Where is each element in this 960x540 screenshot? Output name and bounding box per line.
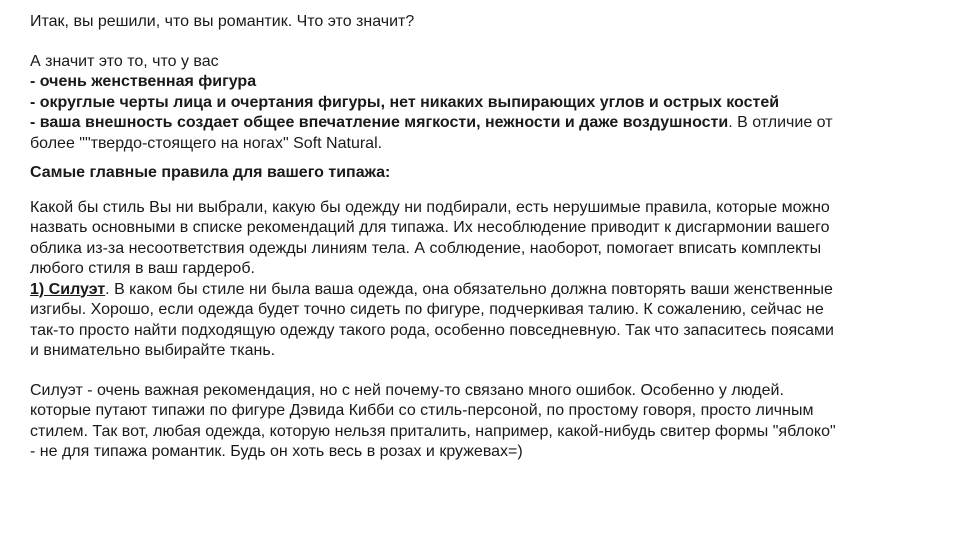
meaning-lead: А значит это то, что у вас <box>30 52 219 70</box>
spacer <box>30 33 945 52</box>
rules-paragraph <box>30 198 945 280</box>
meaning-block <box>30 52 945 155</box>
meaning-point-1 <box>30 72 945 93</box>
silhouette-line-3: так-то просто найти подходящую одежду такого рода, особенно повседневную. Так что запаситесь поясами <box>30 321 834 339</box>
rules-line-4: любого стиля в ваш гардероб. <box>30 260 255 277</box>
meaning-point-1-text: - очень женственная фигура <box>30 73 257 90</box>
meaning-point-3-cont: более ""твердо-стоящего на ногах" Soft Natural. <box>30 134 383 152</box>
slide-content <box>30 12 945 463</box>
rules-line-2: назвать основными в списке рекомендаций для типажа. Их несоблюдение приводит к дисгармонии вашего <box>30 219 830 236</box>
silhouette-line-4: и внимательно выбирайте ткань. <box>30 342 276 359</box>
note-line-4: - не для типажа романтик. Будь он хоть весь в розах и кружевах=) <box>30 443 523 460</box>
intro-question: Итак, вы решили, что вы романтик. Что это значит? <box>30 13 415 30</box>
silhouette-label-text: 1) Силуэт <box>30 280 106 298</box>
silhouette-line-1 <box>30 280 945 301</box>
meaning-point-2-text: - округлые черты лица и очертания фигуры, нет никаких выпирающих углов и острых костей <box>30 93 780 111</box>
rules-heading-text: Самые главные правила для вашего типажа: <box>30 164 391 181</box>
note-line-3: стилем. Так вот, любая одежда, которую нельзя приталить, например, какой-нибудь свитер формы "яблоко" <box>30 422 836 440</box>
spacer <box>30 184 945 198</box>
meaning-point-2 <box>30 93 945 114</box>
meaning-point-3-rest: . В отличие от <box>728 114 833 131</box>
spacer <box>30 154 945 163</box>
meaning-point-3-bold: - ваша внешность создает общее впечатление мягкости, нежности и даже воздушности <box>30 114 729 131</box>
rules-line-3: облика из-за несоответствия одежды линиям тела. А соблюдение, наоборот, помогает вписать комплекты <box>30 239 822 257</box>
rules-line-1: Какой бы стиль Вы ни выбрали, какую бы одежду ни подбирали, есть нерушимые правила, которые можно <box>30 198 830 216</box>
silhouette-note <box>30 381 945 463</box>
note-line-1: Силуэт - очень важная рекомендация, но с ней почему-то связано много ошибок. Особенно у людей. <box>30 381 784 399</box>
silhouette-rule <box>30 280 945 362</box>
silhouette-line-1-rest: . В каком бы стиле ни была ваша одежда, она обязательно должна повторять ваши женственные <box>105 280 833 298</box>
spacer <box>30 362 945 381</box>
silhouette-label <box>30 281 105 298</box>
note-line-2: которые путают типажи по фигуре Дэвида Кибби со стиль-персоной, по простому говоря, просто личным <box>30 402 814 419</box>
meaning-point-3 <box>30 113 945 134</box>
rules-heading <box>30 163 945 184</box>
silhouette-line-2: изгибы. Хорошо, если одежда будет точно сидеть по фигуре, подчеркивая талию. К сожалению, сейчас не <box>30 301 824 318</box>
